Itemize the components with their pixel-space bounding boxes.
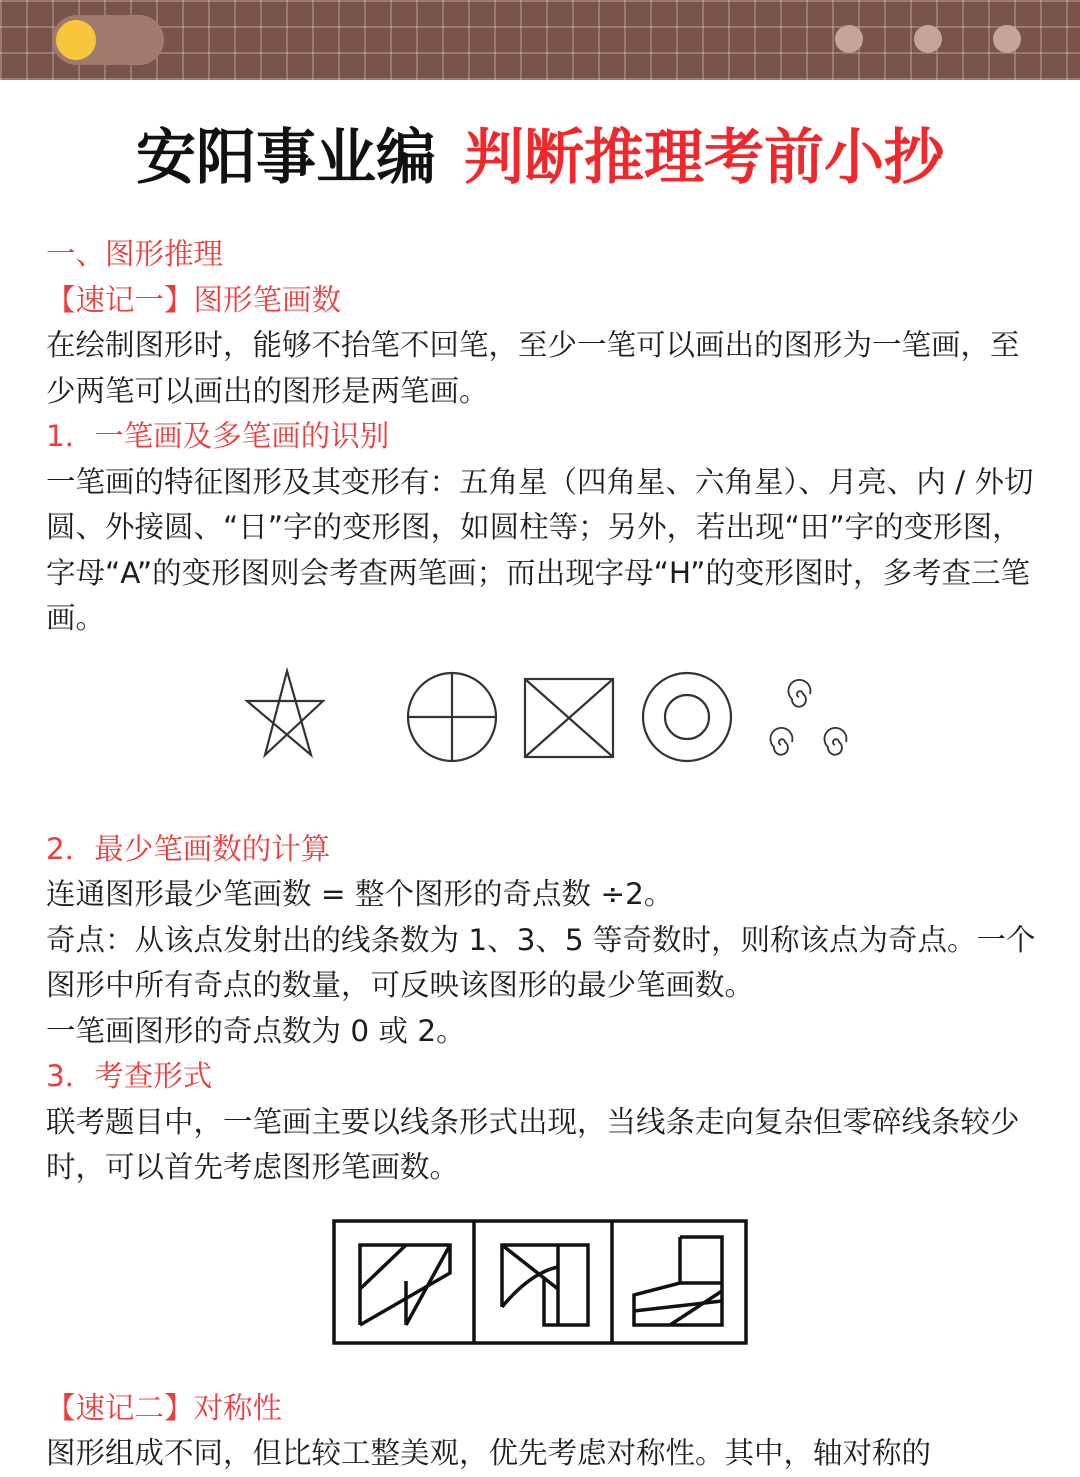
one-stroke-figures: [46, 642, 1041, 827]
s3-title: 3．考查形式: [46, 1059, 213, 1093]
s1-text: 一笔画的特征图形及其变形有：五角星（四角星、六角星）、月亮、内 / 外切圆、外接圆、“日”字的变形图，如圆柱等；另外，若出现“田”字的变形图，字母“A”的变形图则会考查两笔画；而出现字母“H”的变形图时，多考查三笔画。: [46, 464, 1034, 635]
memo1-text: 在绘制图形时，能够不抬笔不回笔，至少一笔可以画出的图形为一笔画，至少两笔可以画出的图形是两笔画。: [46, 328, 1020, 408]
title-part1: 安阳事业编: [136, 123, 436, 193]
box-x-figure: [525, 679, 613, 757]
concentric-circles-figure: [643, 673, 731, 761]
section-heading: 一、图形推理: [46, 237, 224, 271]
figure-panel-1: [360, 1245, 450, 1325]
memo2-text: 图形组成不同，但比较工整美观，优先考虑对称性。其中，轴对称的: [46, 1436, 932, 1470]
s3-text: 联考题目中，一笔画主要以线条形式出现，当线条走向复杂但零碎线条较少时，可以首先考虑图形笔画数。: [46, 1104, 1020, 1184]
exam-figure-row: [46, 1191, 1041, 1386]
toggle-knob: [56, 20, 96, 60]
memo1-title: 【速记一】图形笔画数: [46, 282, 342, 317]
s2-title: 2．最少笔画数的计算: [46, 831, 331, 866]
title-part2: 判断推理考前小抄: [464, 123, 944, 193]
banner-dot: [835, 25, 863, 53]
memo2-title: 【速记二】对称性: [46, 1390, 283, 1425]
s2-line2: 奇点：从该点发射出的线条数为 1、3、5 等奇数时，则称该点为奇点。一个图形中所有奇点的数量，可反映该图形的最少笔画数。: [46, 922, 1036, 1002]
spiral-figure: [770, 679, 846, 754]
figure-panel-3: [634, 1237, 722, 1325]
s2-line1: 连通图形最少笔画数 = 整个图形的奇点数 ÷2。: [46, 877, 674, 911]
toggle-decoration: [52, 15, 164, 65]
document-body: [46, 232, 1041, 1477]
banner-dot: [914, 25, 942, 53]
circle-cross-figure: [408, 673, 496, 761]
page-title: [0, 118, 1080, 198]
star-figure: [247, 671, 323, 755]
s1-title: 1．一笔画及多笔画的识别: [46, 419, 390, 453]
banner-dot: [993, 25, 1021, 53]
figure-panel-2: [502, 1245, 588, 1325]
notebook-banner: [0, 0, 1080, 80]
s2-line3: 一笔画图形的奇点数为 0 或 2。: [46, 1013, 466, 1048]
